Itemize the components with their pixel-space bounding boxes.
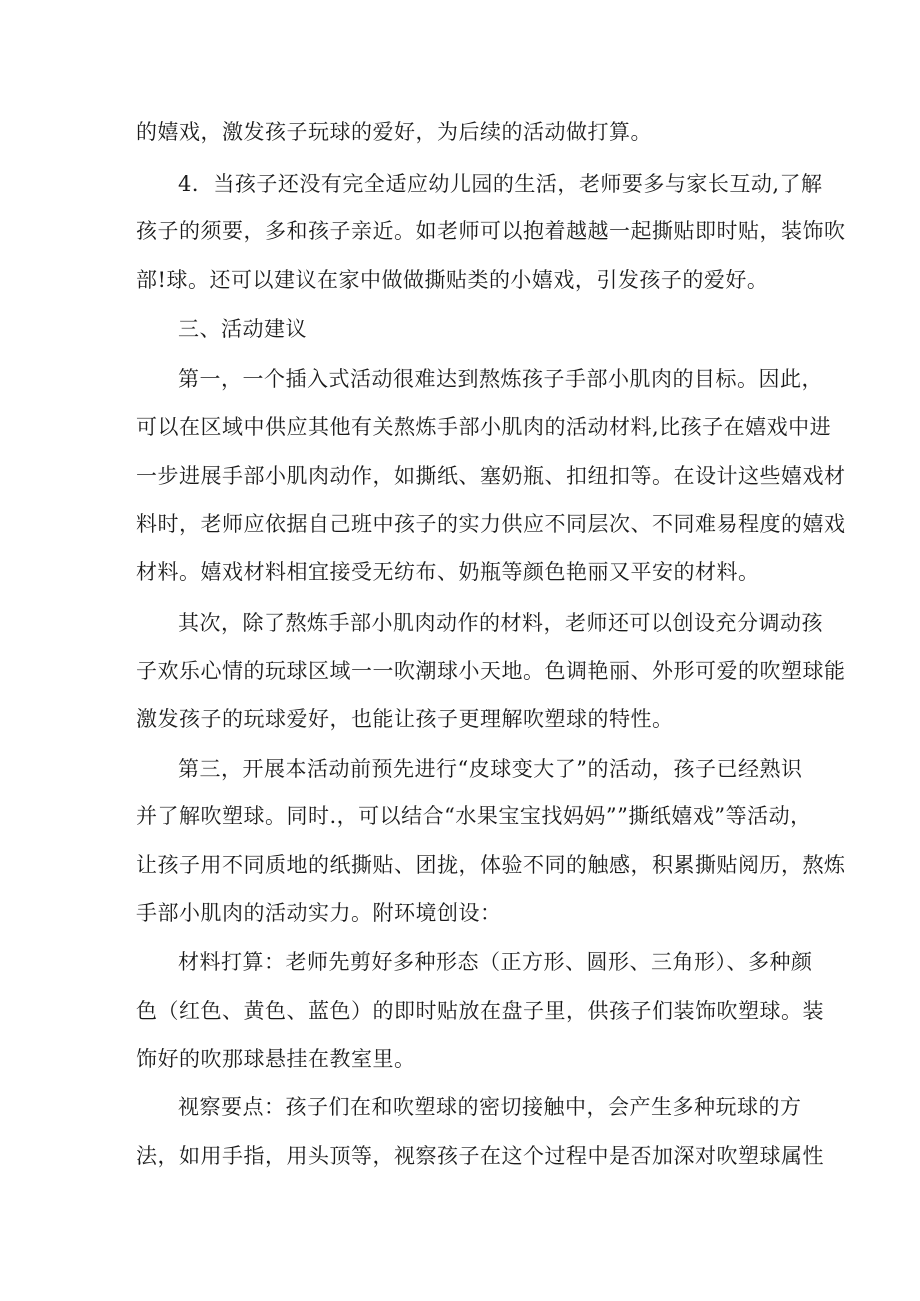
text-line: 材料打算：老师先剪好多种形态（正方形、圆形、三角形）、多种颜 [178,950,813,974]
text-line: 部!球。还可以建议在家中做做撕贴类的小嬉戏，引发孩子的爱好。 [136,268,769,292]
text-line: 子欢乐心情的玩球区域一一吹潮球小天地。色调艳丽、外形可爱的吹塑球能 [136,659,846,683]
section-heading: 三、活动建议 [178,317,307,341]
text-line: 激发孩子的玩球爱好，也能让孩子更理解吹塑球的特性。 [136,707,674,731]
text-line: 4．当孩子还没有完全适应幼儿园的生活，老师要多与家长互动,了解 [178,172,823,196]
text-line: 料时，老师应依据自己班中孩子的实力供应不同层次、不同难易程度的嬉戏 [136,512,846,536]
text-line: 第三，开展本活动前预先进行“皮球变大了”的活动，孩子已经熟识 [178,757,803,781]
text-line: 可以在区域中供应其他有关熬炼手部小肌肉的活动材料,比孩子在嬉戏中进 [136,415,832,439]
text-line: 色（红色、黄色、蓝色）的即时贴放在盘子里，供孩子们装饰吹塑球。装 [136,999,824,1023]
text-line: 视察要点：孩子们在和吹塑球的密切接触中，会产生多种玩球的方 [178,1095,802,1119]
text-line: 材料。嬉戏材料相宜接受无纺布、奶瓶等颜色艳丽又平安的材料。 [136,560,760,584]
text-line: 并了解吹塑球。同时.，可以结合“水果宝宝找妈妈””撕纸嬉戏”等活动， [136,804,812,828]
text-line: 其次，除了熬炼手部小肌肉动作的材料，老师还可以创设充分调动孩 [178,611,823,635]
text-line: 的嬉戏，激发孩子玩球的爱好，为后续的活动做打算。 [136,120,652,144]
text-line: 法，如用手指，用头顶等，视察孩子在这个过程中是否加深对吹塑球属性 [136,1144,824,1168]
text-line: 让孩子用不同质地的纸撕贴、团拢，体验不同的触感，积累撕贴阅历，熬炼 [136,853,846,877]
text-line: 手部小肌肉的活动实力。附环境创设： [136,901,502,925]
text-line: 第一，一个插入式活动很难达到熬炼孩子手部小肌肉的目标。因此， [178,367,823,391]
text-line: 孩子的须要，多和孩子亲近。如老师可以抱着越越一起撕贴即时贴，装饰吹 [136,219,846,243]
text-line: 饰好的吹那球悬挂在教室里。 [136,1047,416,1071]
text-line: 一步进展手部小肌肉动作，如撕纸、塞奶瓶、扣纽扣等。在设计这些嬉戏材 [136,464,846,488]
